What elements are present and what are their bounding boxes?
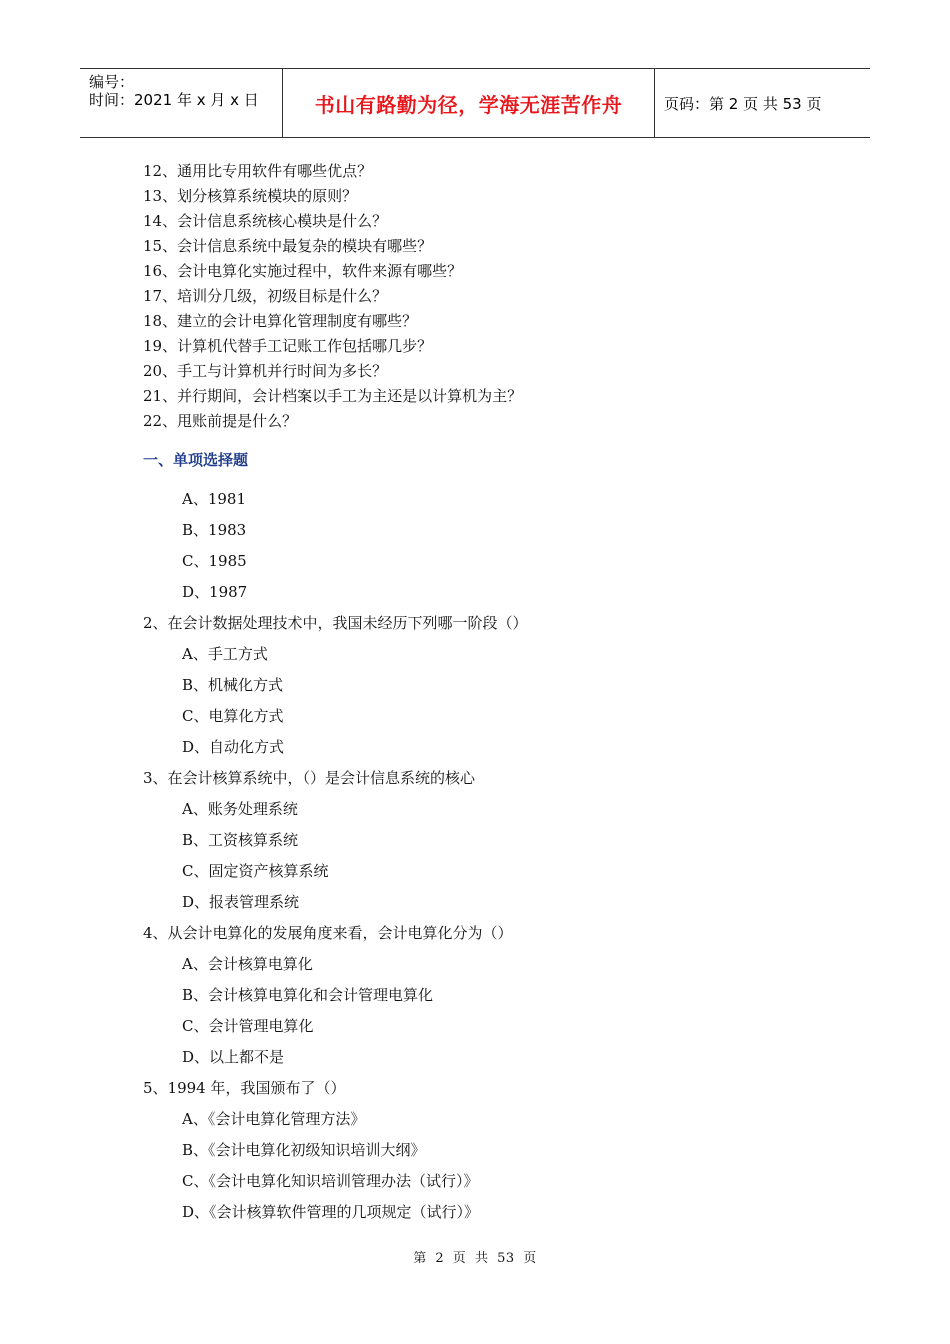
- option-q4-d: D、以上都不是: [182, 1048, 285, 1066]
- option-q5-c: C、《会计电算化知识培训管理办法（试行）》: [182, 1172, 479, 1190]
- option-q2-d: D、自动化方式: [182, 738, 285, 756]
- doc-time-label: 时间：2021 年 x 月 x 日: [89, 91, 259, 109]
- document-header: [80, 68, 870, 138]
- question-4: 4、从会计电算化的发展角度来看，会计电算化分为（）: [143, 924, 513, 942]
- review-question: 14、会计信息系统核心模块是什么？: [143, 212, 388, 230]
- option-q3-c: C、固定资产核算系统: [182, 862, 329, 880]
- footer-part: 共: [474, 1251, 489, 1266]
- review-question: 17、培训分几级，初级目标是什么？: [143, 287, 388, 305]
- option-q5-b: B、《会计电算化初级知识培训大纲》: [182, 1141, 426, 1159]
- review-question: 16、会计电算化实施过程中，软件来源有哪些？: [143, 262, 463, 280]
- doc-number-label: 编号：: [89, 73, 135, 91]
- review-question: 15、会计信息系统中最复杂的模块有哪些？: [143, 237, 433, 255]
- section-title: 一、单项选择题: [143, 451, 249, 469]
- option-q2-b: B、机械化方式: [182, 676, 284, 694]
- footer-page-number: 2: [435, 1251, 445, 1266]
- review-question: 13、划分核算系统模块的原则？: [143, 187, 358, 205]
- page-number-label: 页码：第 2 页 共 53 页: [664, 94, 822, 113]
- review-question: 22、甩账前提是什么？: [143, 412, 298, 430]
- option-q3-b: B、工资核算系统: [182, 831, 299, 849]
- question-5: 5、1994 年，我国颁布了（）: [143, 1079, 346, 1097]
- page-footer: [0, 1247, 950, 1266]
- footer-part: 第: [413, 1251, 427, 1266]
- option-q2-a: A、手工方式: [182, 645, 268, 663]
- header-motto-cell: [282, 69, 655, 137]
- option-q1-b: B、1983: [182, 521, 247, 539]
- review-question: 19、计算机代替手工记账工作包括哪几步？: [143, 337, 433, 355]
- header-page-cell: [655, 69, 870, 137]
- option-q4-c: C、会计管理电算化: [182, 1017, 314, 1035]
- option-q4-b: B、会计核算电算化和会计管理电算化: [182, 986, 434, 1004]
- header-left-cell: [80, 69, 282, 137]
- footer-part: 页: [523, 1251, 537, 1266]
- review-question: 12、通用比专用软件有哪些优点？: [143, 162, 373, 180]
- motto-text: 书山有路勤为径，学海无涯苦作舟: [314, 92, 623, 117]
- option-q1-a: A、1981: [182, 490, 247, 508]
- option-q4-a: A、会计核算电算化: [182, 955, 313, 973]
- option-q2-c: C、电算化方式: [182, 707, 284, 725]
- footer-total-pages: 53: [497, 1251, 515, 1266]
- review-question: 20、手工与计算机并行时间为多长？: [143, 362, 388, 380]
- option-q5-a: A、《会计电算化管理方法》: [182, 1110, 366, 1128]
- question-3: 3、在会计核算系统中，（）是会计信息系统的核心: [143, 769, 476, 787]
- review-question: 18、建立的会计电算化管理制度有哪些？: [143, 312, 418, 330]
- question-2: 2、在会计数据处理技术中，我国未经历下列哪一阶段（）: [143, 614, 528, 632]
- option-q3-a: A、账务处理系统: [182, 800, 298, 818]
- option-q5-d: D、《会计核算软件管理的几项规定（试行）》: [182, 1203, 480, 1221]
- footer-part: 页: [452, 1251, 467, 1266]
- option-q1-d: D、1987: [182, 583, 248, 601]
- option-q1-c: C、1985: [182, 552, 247, 570]
- review-question: 21、并行期间，会计档案以手工为主还是以计算机为主？: [143, 387, 523, 405]
- option-q3-d: D、报表管理系统: [182, 893, 300, 911]
